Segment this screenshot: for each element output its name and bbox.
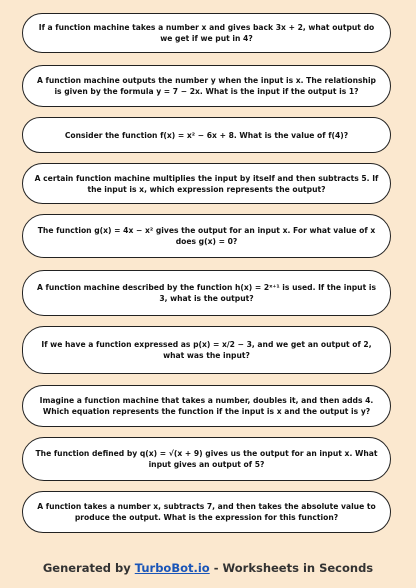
question-card <box>22 270 391 316</box>
question-card <box>22 214 391 258</box>
question-text: A function machine outputs the number y when the input is x. The relationship is given by the formula y = 7 − 2x. What is the input if the output is 1? <box>37 76 376 96</box>
question-card <box>22 491 391 533</box>
turbobot-link[interactable]: TurboBot.io <box>134 561 210 575</box>
footer-suffix: - Worksheets in Seconds <box>209 561 374 575</box>
question-text: The function g(x) = 4x − x² gives the output for an input x. For what value of x does g(x) = 0? <box>37 226 376 246</box>
question-card <box>22 65 391 107</box>
question-card <box>22 163 391 204</box>
question-text: A function takes a number x, subtracts 7, and then takes the absolute value to produce the output. What is the expression for this function? <box>37 502 376 522</box>
question-text: A function machine described by the function h(x) = 2ˣ⁺¹ is used. If the input is 3, what is the output? <box>37 283 376 303</box>
footer-prefix: Generated by <box>42 561 135 575</box>
question-text: A certain function machine multiplies the input by itself and then subtracts 5. If the input is x, which expression represents the output? <box>34 173 379 194</box>
question-card <box>22 385 391 427</box>
question-card <box>22 117 391 153</box>
question-text: Consider the function f(x) = x² − 6x + 8. What is the value of f(4)? <box>64 130 349 140</box>
question-text: If a function machine takes a number x and gives back 3x + 2, what output do we get if we put in 4? <box>38 23 375 43</box>
footer <box>0 561 416 575</box>
question-text: If we have a function expressed as p(x) = x/2 − 3, and we get an output of 2, what was the input? <box>41 340 372 360</box>
question-card <box>22 13 391 53</box>
question-text: Imagine a function machine that takes a number, doubles it, and then adds 4. Which equation represents the function if the input is x and the output is y? <box>39 396 374 416</box>
question-card <box>22 437 391 481</box>
question-text: The function defined by q(x) = √(x + 9) gives us the output for an input x. What input gives an output of 5? <box>35 449 378 469</box>
question-card <box>22 326 391 374</box>
